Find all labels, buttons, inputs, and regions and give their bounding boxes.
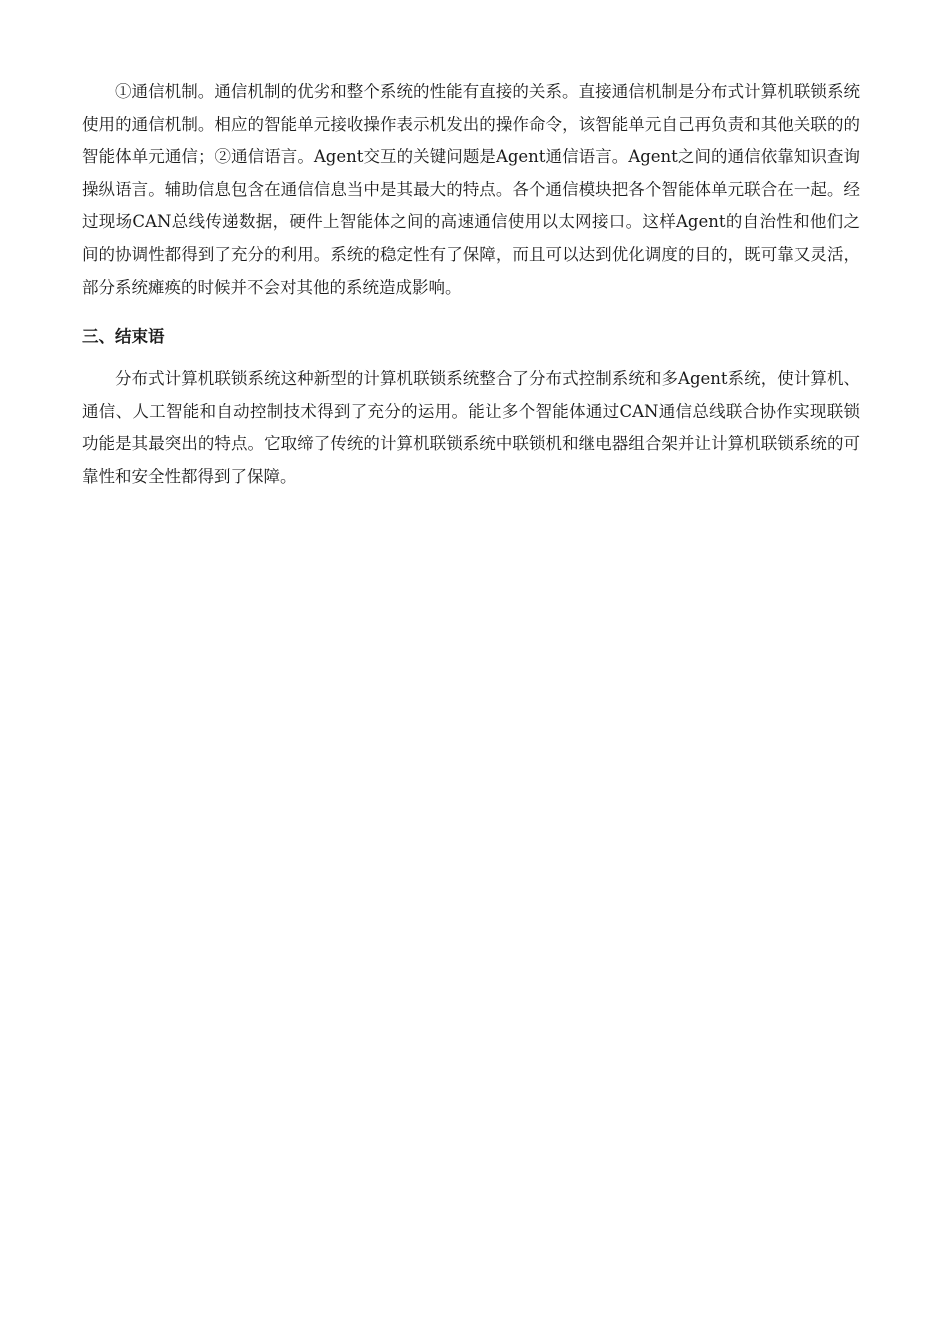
conclusion-paragraph: 分布式计算机联锁系统这种新型的计算机联锁系统整合了分布式控制系统和多Agent系统，使计算机、通信、人工智能和自动控制技术得到了充分的运用。能让多个智能体通过CAN通信总线联合协作实现联锁功能是其最突出的特点。它取缔了传统的计算机联锁系统中联锁机和继电器组合架并让计算机联锁系统的可靠性和安全性都得到了保障。 (82, 369, 860, 486)
document-page (82, 76, 860, 494)
communication-paragraph: ①通信机制。通信机制的优劣和整个系统的性能有直接的关系。直接通信机制是分布式计算机联锁系统使用的通信机制。相应的智能单元接收操作表示机发出的操作命令，该智能单元自己再负责和其他关联的的智能体单元通信；②通信语言。Agent交互的关键问题是Agent通信语言。Agent之间的通信依靠知识查询操纵语言。辅助信息包含在通信信息当中是其最大的特点。各个通信模块把各个智能体单元联合在一起。经过现场CAN总线传递数据，硬件上智能体之间的高速通信使用以太网接口。这样Agent的自治性和他们之间的协调性都得到了充分的利用。系统的稳定性有了保障，而且可以达到优化调度的目的，既可靠又灵活，部分系统瘫痪的时候并不会对其他的系统造成影响。 (82, 82, 860, 297)
section-heading-conclusion: 三、结束语 (82, 327, 165, 347)
